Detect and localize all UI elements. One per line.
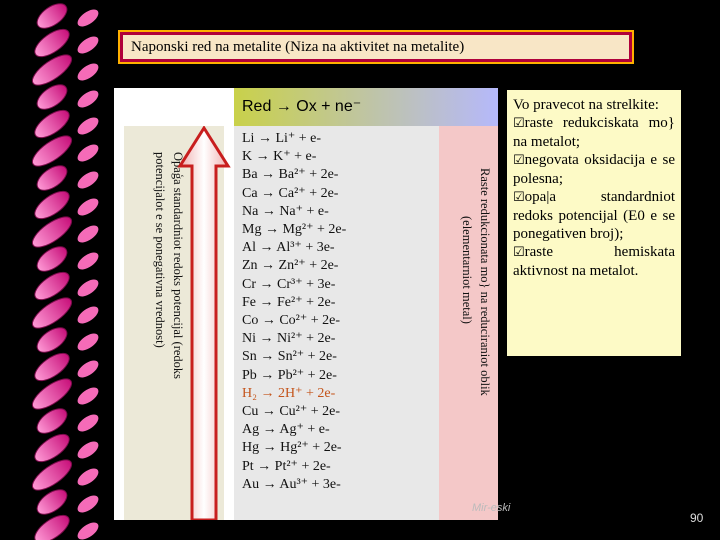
redox-series-panel xyxy=(114,88,498,520)
explanation-intro: Vo pravecot na strelkite: xyxy=(513,97,659,113)
spiral-loop xyxy=(75,141,102,165)
spiral-loop xyxy=(75,384,102,408)
reaction-row: Cu → Cu²⁺ + 2e- xyxy=(242,404,341,420)
reaction-row: Hg → Hg²⁺ + 2e- xyxy=(242,440,342,456)
right-caption-line-2: (elementarniot metal) xyxy=(460,216,474,324)
spiral-loop xyxy=(75,249,102,273)
reaction-row: H₂ → 2H⁺ + 2e- xyxy=(242,385,336,401)
explanation-bullet xyxy=(513,188,675,243)
checkbox-icon: ☑ xyxy=(513,153,525,168)
spiral-loop xyxy=(75,222,102,246)
spiral-loop xyxy=(75,276,102,300)
spiral-loop xyxy=(75,33,102,57)
bullet-text: negovata oksidacija e se polesna; xyxy=(513,152,675,187)
reaction-row: Cr → Cr³⁺ + 3e- xyxy=(242,276,336,292)
spiral-loop xyxy=(28,130,76,171)
reaction-row: Sn → Sn²⁺ + 2e- xyxy=(242,349,337,365)
explanation-bullet xyxy=(513,114,675,151)
spiral-loop xyxy=(30,510,73,540)
spiral-loop xyxy=(28,292,76,333)
reaction-banner xyxy=(234,88,498,126)
right-vertical-caption xyxy=(439,126,498,520)
spiral-loop xyxy=(33,0,71,33)
spiral-loop xyxy=(28,454,76,495)
reaction-list-area xyxy=(234,126,469,520)
spiral-loop xyxy=(75,330,102,354)
spiral-loop xyxy=(28,49,76,90)
bullet-text: raste redukciskata mo} na metalot; xyxy=(513,115,675,150)
spiral-binding xyxy=(0,0,112,540)
reaction-row: Ba → Ba²⁺ + 2e- xyxy=(242,167,339,183)
spiral-loop xyxy=(75,195,102,219)
spiral-loop xyxy=(75,492,102,516)
reaction-row: Fe → Fe²⁺ + 2e- xyxy=(242,294,336,310)
explanation-bullet xyxy=(513,151,675,188)
page-number: 90 xyxy=(690,511,704,525)
reaction-row: Ni → Ni²⁺ + 2e- xyxy=(242,331,336,347)
spiral-loop xyxy=(75,303,102,327)
right-caption-line-1: Raste redukcionata mo} na reduciraniot oblik xyxy=(478,168,492,396)
reaction-row: Ca → Ca²⁺ + 2e- xyxy=(242,185,339,201)
reaction-row: Co → Co²⁺ + 2e- xyxy=(242,313,341,329)
spiral-loop xyxy=(75,519,102,540)
reaction-row: Mg → Mg²⁺ + 2e- xyxy=(242,222,347,238)
spiral-loop xyxy=(75,60,102,84)
reaction-row: Na → Na⁺ + e- xyxy=(242,203,329,219)
spiral-loop xyxy=(28,211,76,252)
reaction-row: K → K⁺ + e- xyxy=(242,149,317,165)
explanation-box xyxy=(505,88,683,358)
spiral-loop xyxy=(75,357,102,381)
left-caption-line-2: potencijalot e se ponegativna vrednost) xyxy=(153,152,167,348)
reaction-list xyxy=(242,130,346,494)
reaction-row: Zn → Zn²⁺ + 2e- xyxy=(242,258,339,274)
left-caption-line-1: Opaģa standardniot redoks potencijal (redoks xyxy=(171,152,185,380)
author-footer: Mir-eski xyxy=(472,502,511,514)
reaction-row: Pt → Pt²⁺ + 2e- xyxy=(242,458,331,474)
spiral-loop xyxy=(75,168,102,192)
bullet-text: raste hemiskata aktivnost na metalot. xyxy=(513,244,675,279)
spiral-loop xyxy=(28,373,76,414)
reaction-row: Pb → Pb²⁺ + 2e- xyxy=(242,367,337,383)
reaction-row: Au → Au³⁺ + 3e- xyxy=(242,476,341,492)
reaction-row: Al → Al³⁺ + 3e- xyxy=(242,240,335,256)
explanation-bullets xyxy=(513,114,675,280)
spiral-loop xyxy=(75,114,102,138)
spiral-loop xyxy=(75,438,102,462)
explanation-bullet xyxy=(513,243,675,280)
spiral-loop xyxy=(75,87,102,111)
spiral-loop xyxy=(75,6,102,30)
spiral-loop xyxy=(75,411,102,435)
reaction-row: Ag → Ag⁺ + e- xyxy=(242,422,330,438)
spiral-loop xyxy=(75,465,102,489)
up-arrow xyxy=(176,126,232,520)
page-title: Naponski red na metalite (Niza na aktivitet na metalite) xyxy=(131,39,465,55)
banner-text: Red → Ox + ne⁻ xyxy=(242,98,362,115)
checkbox-icon: ☑ xyxy=(513,116,525,131)
title-box xyxy=(120,32,632,62)
reaction-row: Li → Li⁺ + e- xyxy=(242,131,322,146)
checkbox-icon: ☑ xyxy=(513,190,525,205)
checkbox-icon: ☑ xyxy=(513,245,525,260)
bullet-text: opa|a standardniot redoks potencijal (E0 e se ponegativen broj); xyxy=(513,189,675,242)
